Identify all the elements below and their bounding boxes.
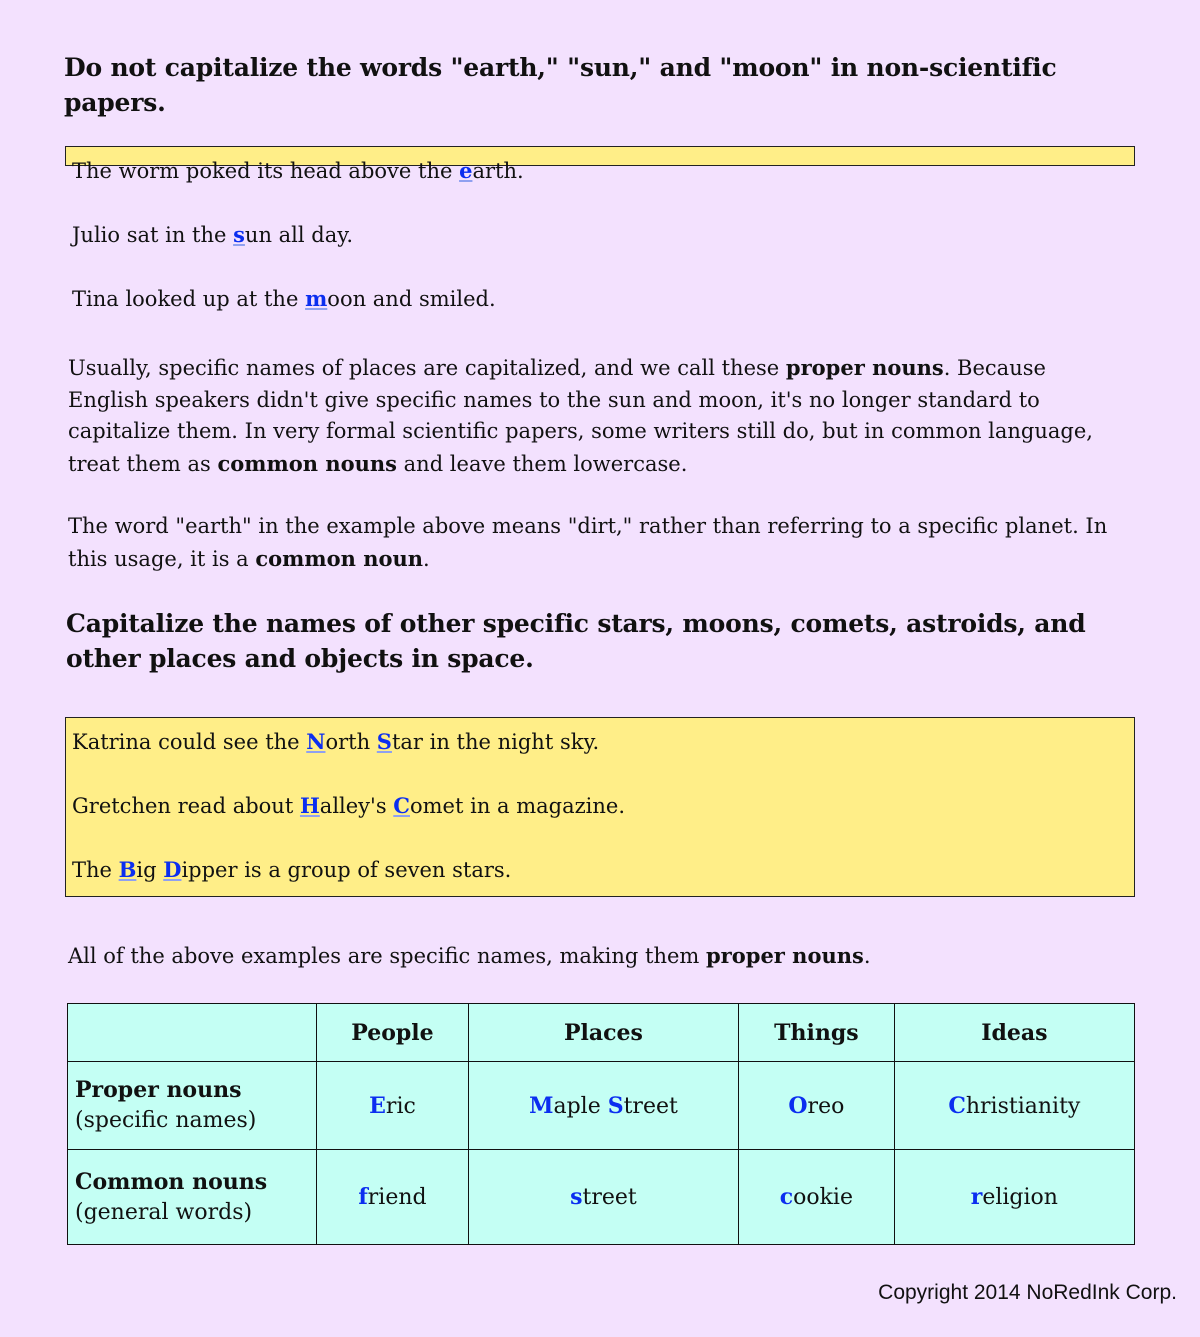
highlight-link[interactable]: C bbox=[393, 793, 410, 818]
text: oon and smiled. bbox=[327, 287, 496, 311]
text: Usually, specific names of places are capitalized, and we call these bbox=[68, 356, 786, 380]
explanation-paragraph bbox=[68, 352, 1128, 480]
column-header: Places bbox=[468, 1004, 738, 1062]
highlight-link[interactable]: B bbox=[118, 857, 137, 882]
summary-paragraph bbox=[68, 940, 1128, 973]
table-cell bbox=[739, 1150, 895, 1245]
row-sublabel: (general words) bbox=[75, 1199, 253, 1225]
text: riend bbox=[367, 1185, 427, 1210]
first-letter: r bbox=[970, 1184, 983, 1210]
column-header: Ideas bbox=[894, 1004, 1134, 1062]
text: omet in a magazine. bbox=[410, 794, 626, 818]
first-letter: c bbox=[779, 1184, 794, 1210]
example-box-lowercase bbox=[65, 146, 1135, 311]
column-header: Things bbox=[739, 1004, 895, 1062]
text: Katrina could see the bbox=[72, 730, 307, 754]
example-sentence bbox=[72, 219, 1128, 251]
table-cell bbox=[468, 1062, 738, 1150]
text: All of the above examples are specific names, making them bbox=[68, 944, 706, 968]
row-header bbox=[68, 1062, 317, 1150]
text: orth bbox=[325, 730, 377, 754]
text: hristianity bbox=[965, 1093, 1081, 1119]
example-box-capitalized bbox=[65, 717, 1135, 897]
capital-letter: S bbox=[607, 1092, 624, 1119]
example-sentence bbox=[72, 726, 1128, 758]
noun-comparison-table bbox=[67, 1003, 1135, 1245]
text: treet bbox=[582, 1185, 637, 1210]
bold-term: proper nouns bbox=[785, 355, 944, 380]
section-heading-space-objects: Capitalize the names of other specific stars, moons, comets, astroids, and other places and objects in space. bbox=[66, 609, 1086, 673]
text: arth. bbox=[472, 159, 524, 183]
first-letter: s bbox=[570, 1184, 583, 1210]
row-label: Proper nouns bbox=[75, 1077, 242, 1103]
copyright-notice: Copyright 2014 NoRedInk Corp. bbox=[878, 1281, 1177, 1304]
text: treet bbox=[623, 1093, 678, 1119]
highlight-link[interactable]: H bbox=[299, 793, 320, 818]
table-row bbox=[68, 1150, 1135, 1245]
table-cell bbox=[317, 1150, 469, 1245]
capital-letter: C bbox=[948, 1092, 966, 1119]
capital-letter: M bbox=[529, 1092, 554, 1119]
highlight-link[interactable]: D bbox=[163, 857, 182, 882]
text: Julio sat in the bbox=[72, 223, 234, 247]
bold-term: common nouns bbox=[217, 450, 397, 476]
text: Gretchen read about bbox=[72, 794, 300, 818]
text: un all day. bbox=[244, 223, 353, 247]
table-header-row bbox=[68, 1004, 1135, 1062]
table-cell bbox=[317, 1062, 469, 1150]
first-letter: f bbox=[358, 1184, 368, 1210]
empty-header-cell bbox=[68, 1004, 317, 1062]
example-sentence bbox=[72, 854, 1128, 886]
text: . bbox=[863, 944, 871, 968]
example-sentence bbox=[72, 790, 1128, 822]
example-sentence bbox=[72, 155, 1128, 187]
section-heading-earth-sun-moon: Do not capitalize the words "earth," "sun," and "moon" in non-scientific papers. bbox=[64, 53, 1057, 117]
table-cell bbox=[468, 1150, 738, 1245]
text: The bbox=[72, 858, 119, 882]
text: ookie bbox=[793, 1185, 853, 1210]
table-cell bbox=[894, 1150, 1134, 1245]
text: ipper is a group of seven stars. bbox=[181, 858, 512, 882]
row-header bbox=[68, 1150, 317, 1245]
text: The word "earth" in the example above means "dirt," rather than referring to a specific planet. In this usage, it is a bbox=[68, 514, 1108, 571]
text: and leave them lowercase. bbox=[396, 451, 688, 476]
capital-letter: O bbox=[788, 1092, 808, 1119]
text: . bbox=[423, 546, 430, 571]
text: ig bbox=[136, 858, 164, 882]
highlight-link[interactable]: m bbox=[305, 286, 328, 311]
example-sentence bbox=[72, 283, 1128, 315]
text: . Because English speakers didn't give specific names to the sun and moon, it's no longer standard to capitalize them. In very formal scientific papers, some writers still do, but in common language, treat them as bbox=[68, 356, 1093, 476]
text: aple bbox=[553, 1093, 608, 1119]
bold-term: common noun bbox=[255, 545, 424, 571]
text: tar in the night sky. bbox=[391, 730, 600, 754]
text: The worm poked its head above the bbox=[72, 159, 460, 183]
highlight-link[interactable]: N bbox=[306, 729, 326, 754]
table-cell bbox=[894, 1062, 1134, 1150]
column-header: People bbox=[317, 1004, 469, 1062]
row-label: Common nouns bbox=[75, 1168, 268, 1195]
bold-term: proper nouns bbox=[706, 943, 864, 968]
text: alley's bbox=[319, 794, 394, 818]
table-cell bbox=[739, 1062, 895, 1150]
explanation-paragraph bbox=[68, 511, 1128, 575]
text: reo bbox=[807, 1093, 845, 1119]
text: eligion bbox=[982, 1185, 1058, 1210]
highlight-link[interactable]: s bbox=[233, 222, 245, 247]
text: Tina looked up at the bbox=[72, 287, 306, 311]
text: ric bbox=[385, 1093, 416, 1119]
row-sublabel: (specific names) bbox=[75, 1108, 257, 1133]
capital-letter: E bbox=[369, 1092, 386, 1119]
highlight-link[interactable]: S bbox=[376, 729, 392, 754]
table-row bbox=[68, 1062, 1135, 1150]
highlight-link[interactable]: e bbox=[459, 158, 473, 183]
